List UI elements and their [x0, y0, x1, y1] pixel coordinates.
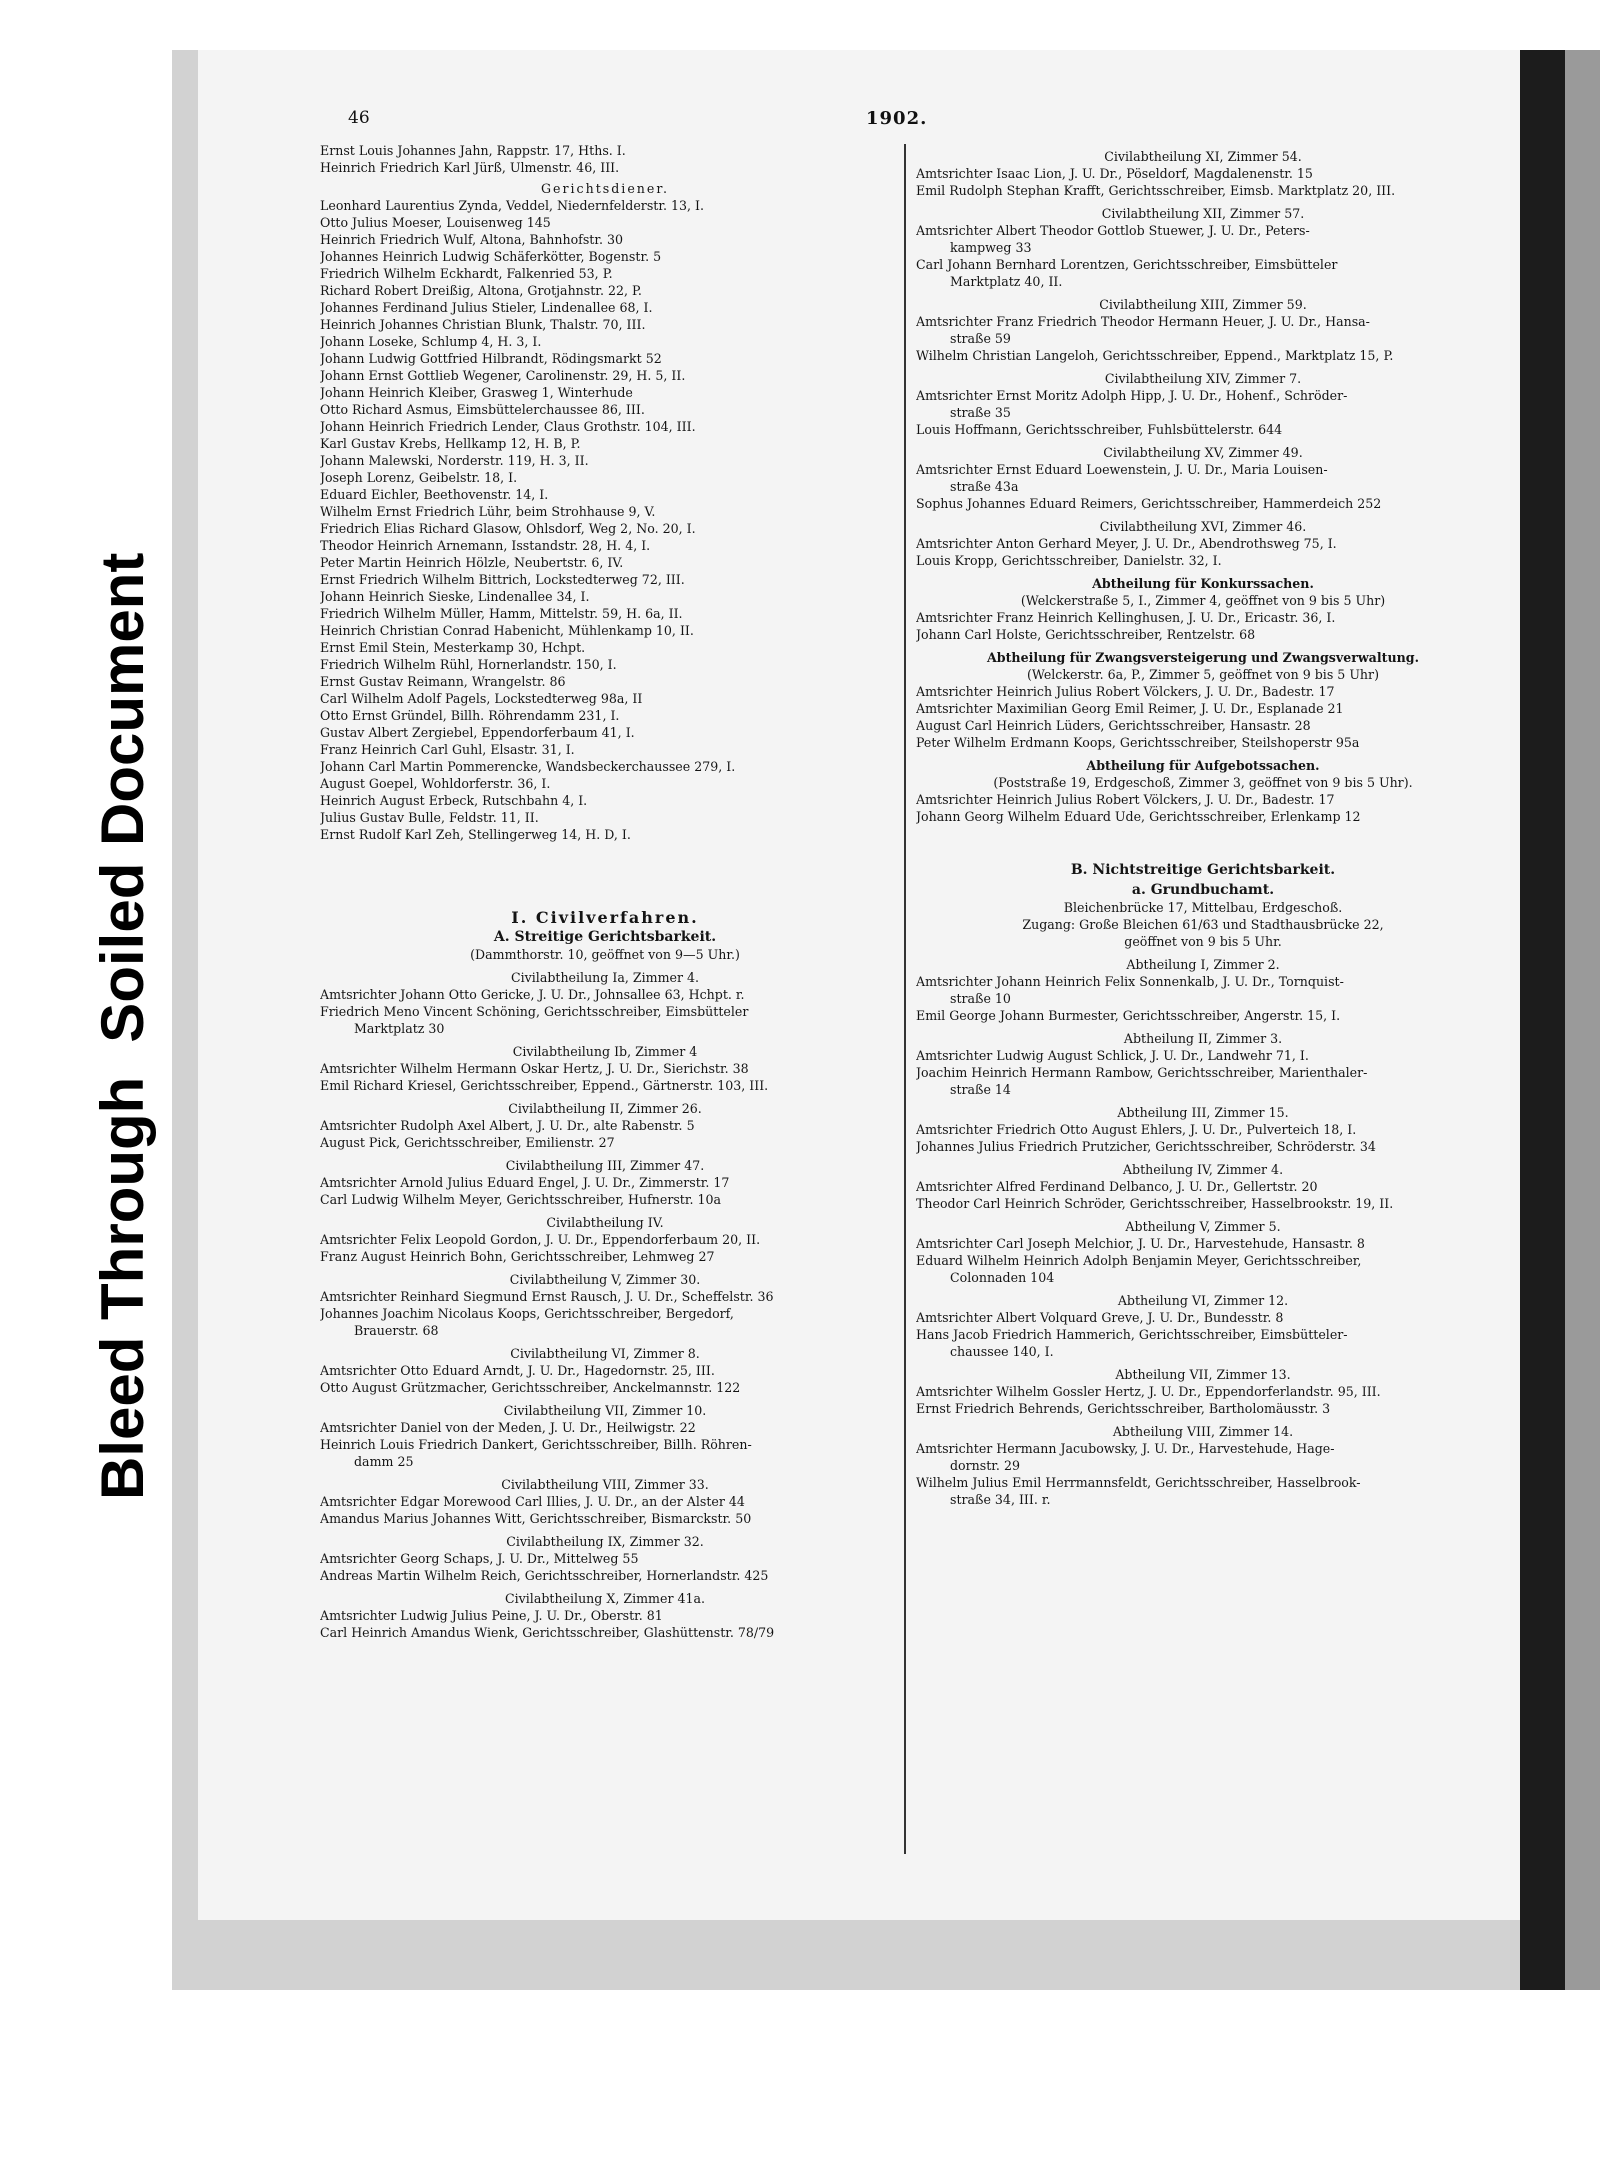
entry-line: Johann Heinrich Kleiber, Grasweg 1, Winterhude [320, 385, 633, 400]
entry-line: August Goepel, Wohldorferstr. 36, I. [320, 776, 551, 791]
access-note: geöffnet von 9 bis 5 Uhr. [1124, 934, 1282, 949]
next-page-edge [1565, 50, 1600, 1990]
division-heading: Civilabtheilung VII, Zimmer 10. [503, 1403, 707, 1418]
entry-line: Ernst Emil Stein, Mesterkamp 30, Hchpt. [320, 640, 586, 655]
entry-line: dornstr. 29 [950, 1458, 1020, 1473]
division-heading: Abtheilung I, Zimmer 2. [1126, 957, 1280, 972]
entry-line: Gustav Albert Zergiebel, Eppendorferbaum 41, I. [320, 725, 635, 740]
entry-line: Johann Carl Holste, Gerichtsschreiber, Rentzelstr. 68 [916, 627, 1256, 642]
entry-line: Otto August Grützmacher, Gerichtsschreiber, Anckelmannstr. 122 [320, 1380, 741, 1395]
subchapter-title: B. Nichtstreitige Gerichtsbarkeit. [1070, 862, 1336, 878]
entry-line: Ernst Rudolf Karl Zeh, Stellingerweg 14, H. D, I. [320, 827, 631, 842]
subchapter-title: A. Streitige Gerichtsbarkeit. [493, 929, 717, 945]
entry-line: Amtsrichter Maximilian Georg Emil Reimer, J. U. Dr., Esplanade 21 [916, 701, 1344, 716]
division-heading: Civilabtheilung II, Zimmer 26. [508, 1101, 702, 1116]
spacer [916, 825, 1490, 859]
entry-line: Ernst Gustav Reimann, Wrangelstr. 86 [320, 674, 566, 689]
division-heading: Civilabtheilung XII, Zimmer 57. [1101, 206, 1305, 221]
division-heading: Civilabtheilung III, Zimmer 47. [505, 1158, 705, 1173]
section-heading: Gerichtsdiener. [541, 181, 669, 196]
entry-line: Johann Heinrich Friedrich Lender, Claus Grothstr. 104, III. [320, 419, 696, 434]
entry-line: Peter Wilhelm Erdmann Koops, Gerichtsschreiber, Steilshoperstr 95a [916, 735, 1360, 750]
entry-line: Wilhelm Christian Langeloh, Gerichtsschreiber, Eppend., Marktplatz 15, P. [916, 348, 1394, 363]
entry-line: straße 43a [950, 479, 1019, 494]
entry-line: Friedrich Wilhelm Rühl, Hornerlandstr. 150, I. [320, 657, 617, 672]
entry-line: Peter Martin Heinrich Hölzle, Neubertstr. 6, IV. [320, 555, 624, 570]
entry-line: Karl Gustav Krebs, Hellkamp 12, H. B, P. [320, 436, 581, 451]
document-page [198, 50, 1520, 1920]
entry-line: Marktplatz 40, II. [950, 274, 1063, 289]
entry-line: Johannes Ferdinand Julius Stieler, Lindenallee 68, I. [320, 300, 653, 315]
office-title: a. Grundbuchamt. [1131, 882, 1275, 898]
entry-line: Johannes Joachim Nicolaus Koops, Gerichtsschreiber, Bergedorf, [320, 1306, 734, 1321]
entry-line: Johann Carl Martin Pommerencke, Wandsbeckerchaussee 279, I. [320, 759, 736, 774]
entry-line: Brauerstr. 68 [354, 1323, 439, 1338]
entry-line: Heinrich Johannes Christian Blunk, Thalstr. 70, III. [320, 317, 646, 332]
division-heading: Abtheilung II, Zimmer 3. [1123, 1031, 1283, 1046]
division-heading: Civilabtheilung XIV, Zimmer 7. [1104, 371, 1302, 386]
entry-line: straße 34, III. r. [950, 1492, 1051, 1507]
entry-line: Franz Heinrich Carl Guhl, Elsastr. 31, I. [320, 742, 575, 757]
entry-line: Amandus Marius Johannes Witt, Gerichtsschreiber, Bismarckstr. 50 [320, 1511, 752, 1526]
entry-line: Amtsrichter Heinrich Julius Robert Völckers, J. U. Dr., Badestr. 17 [916, 792, 1335, 807]
entry-line: Amtsrichter Rudolph Axel Albert, J. U. Dr., alte Rabenstr. 5 [320, 1118, 695, 1133]
entry-line: Heinrich August Erbeck, Rutschbahn 4, I. [320, 793, 588, 808]
entry-line: Friedrich Wilhelm Eckhardt, Falkenried 53, P. [320, 266, 613, 281]
entry-line: Louis Hoffmann, Gerichtsschreiber, Fuhlsbüttelerstr. 644 [916, 422, 1283, 437]
entry-line: Amtsrichter Wilhelm Hermann Oskar Hertz, J. U. Dr., Sierichstr. 38 [320, 1061, 749, 1076]
entry-line: damm 25 [354, 1454, 414, 1469]
entry-line: Otto Ernst Gründel, Billh. Röhrendamm 231, I. [320, 708, 620, 723]
entry-line: Johannes Julius Friedrich Prutzicher, Gerichtsschreiber, Schröderstr. 34 [916, 1139, 1376, 1154]
division-heading: Abtheilung VII, Zimmer 13. [1115, 1367, 1291, 1382]
entry-line: Wilhelm Ernst Friedrich Lühr, beim Strohhause 9, V. [320, 504, 656, 519]
entry-line: Amtsrichter Reinhard Siegmund Ernst Rausch, J. U. Dr., Scheffelstr. 36 [320, 1289, 774, 1304]
page-header [198, 108, 1520, 138]
entry-line: Theodor Heinrich Arnemann, Isstandstr. 28, H. 4, I. [320, 538, 651, 553]
entry-line: Ernst Louis Johannes Jahn, Rappstr. 17, Hths. I. [320, 143, 626, 158]
department-heading: Abtheilung für Aufgebotssachen. [1086, 758, 1320, 773]
entry-line: Richard Robert Dreißig, Altona, Grotjahnstr. 22, P. [320, 283, 642, 298]
entry-line: Amtsrichter Franz Friedrich Theodor Hermann Heuer, J. U. Dr., Hansa- [916, 314, 1370, 329]
entry-line: Emil Rudolph Stephan Krafft, Gerichtsschreiber, Eimsb. Marktplatz 20, III. [916, 183, 1396, 198]
entry-line: Andreas Martin Wilhelm Reich, Gerichtsschreiber, Hornerlandstr. 425 [320, 1568, 769, 1583]
column-divider [904, 144, 906, 1854]
entry-line: Amtsrichter Ernst Eduard Loewenstein, J. U. Dr., Maria Louisen- [916, 462, 1328, 477]
entry-line: Carl Ludwig Wilhelm Meyer, Gerichtsschreiber, Hufnerstr. 10a [320, 1192, 722, 1207]
entry-line: Amtsrichter Ludwig August Schlick, J. U. Dr., Landwehr 71, I. [916, 1048, 1309, 1063]
quality-stamp [88, 519, 157, 1500]
entry-line: Heinrich Friedrich Karl Jürß, Ulmenstr. 46, III. [320, 160, 620, 175]
entry-line: Amtsrichter Albert Volquard Greve, J. U. Dr., Bundesstr. 8 [916, 1310, 1284, 1325]
entry-line: Amtsrichter Otto Eduard Arndt, J. U. Dr., Hagedornstr. 25, III. [320, 1363, 715, 1378]
entry-line: Amtsrichter Georg Schaps, J. U. Dr., Mittelweg 55 [320, 1551, 639, 1566]
division-heading: Civilabtheilung XI, Zimmer 54. [1104, 149, 1302, 164]
left-column [320, 142, 890, 1641]
spacer [320, 843, 890, 905]
entry-line: Amtsrichter Wilhelm Gossler Hertz, J. U. Dr., Eppendorferlandstr. 95, III. [916, 1384, 1381, 1399]
department-heading: Abtheilung für Konkurssachen. [1092, 576, 1314, 591]
entry-line: Franz August Heinrich Bohn, Gerichtsschreiber, Lehmweg 27 [320, 1249, 715, 1264]
entry-line: Colonnaden 104 [950, 1270, 1055, 1285]
address-note: (Welckerstraße 5, I., Zimmer 4, geöffnet von 9 bis 5 Uhr) [1020, 593, 1386, 608]
entry-line: Ernst Friedrich Behrends, Gerichtsschreiber, Bartholomäusstr. 3 [916, 1401, 1331, 1416]
entry-line: Emil George Johann Burmester, Gerichtsschreiber, Angerstr. 15, I. [916, 1008, 1341, 1023]
entry-line: Amtsrichter Daniel von der Meden, J. U. Dr., Heilwigstr. 22 [320, 1420, 696, 1435]
entry-line: Amtsrichter Ernst Moritz Adolph Hipp, J. U. Dr., Hohenf., Schröder- [916, 388, 1348, 403]
division-heading: Civilabtheilung IX, Zimmer 32. [506, 1534, 704, 1549]
division-heading: Civilabtheilung V, Zimmer 30. [509, 1272, 701, 1287]
division-heading: Civilabtheilung XVI, Zimmer 46. [1099, 519, 1307, 534]
entry-line: Amtsrichter Felix Leopold Gordon, J. U. Dr., Eppendorferbaum 20, II. [320, 1232, 761, 1247]
entry-line: Eduard Wilhelm Heinrich Adolph Benjamin Meyer, Gerichtsschreiber, [916, 1253, 1362, 1268]
entry-line: Amtsrichter Arnold Julius Eduard Engel, J. U. Dr., Zimmerstr. 17 [320, 1175, 730, 1190]
division-heading: Abtheilung VI, Zimmer 12. [1117, 1293, 1289, 1308]
address-note: Bleichenbrücke 17, Mittelbau, Erdgeschoß. [1063, 900, 1343, 915]
division-heading: Civilabtheilung XIII, Zimmer 59. [1099, 297, 1307, 312]
entry-line: Joachim Heinrich Hermann Rambow, Gerichtsschreiber, Marienthaler- [916, 1065, 1368, 1080]
entry-line: Hans Jacob Friedrich Hammerich, Gerichtsschreiber, Eimsbütteler- [916, 1327, 1348, 1342]
entry-line: Amtsrichter Anton Gerhard Meyer, J. U. Dr., Abendrothsweg 75, I. [916, 536, 1337, 551]
division-heading: Civilabtheilung VI, Zimmer 8. [510, 1346, 700, 1361]
binding-edge [1520, 50, 1565, 1990]
entry-line: Marktplatz 30 [354, 1021, 445, 1036]
entry-line: Amtsrichter Heinrich Julius Robert Völckers, J. U. Dr., Badestr. 17 [916, 684, 1335, 699]
entry-line: Johann Georg Wilhelm Eduard Ude, Gerichtsschreiber, Erlenkamp 12 [916, 809, 1361, 824]
division-heading: Abtheilung III, Zimmer 15. [1117, 1105, 1289, 1120]
entry-line: Otto Julius Moeser, Louisenweg 145 [320, 215, 551, 230]
entry-line: Amtsrichter Carl Joseph Melchior, J. U. Dr., Harvestehude, Hansastr. 8 [916, 1236, 1365, 1251]
entry-line: Johann Loseke, Schlump 4, H. 3, I. [320, 334, 542, 349]
entry-line: Carl Wilhelm Adolf Pagels, Lockstedterweg 98a, II [320, 691, 643, 706]
division-heading: Civilabtheilung XV, Zimmer 49. [1103, 445, 1303, 460]
address-note: (Poststraße 19, Erdgeschoß, Zimmer 3, geöffnet von 9 bis 5 Uhr). [993, 775, 1413, 790]
entry-line: kampweg 33 [950, 240, 1032, 255]
entry-line: Otto Richard Asmus, Eimsbüttelerchaussee 86, III. [320, 402, 645, 417]
entry-line: Carl Johann Bernhard Lorentzen, Gerichtsschreiber, Eimsbütteler [916, 257, 1338, 272]
entry-line: August Pick, Gerichtsschreiber, Emilienstr. 27 [320, 1135, 615, 1150]
entry-line: Amtsrichter Edgar Morewood Carl Illies, J. U. Dr., an der Alster 44 [320, 1494, 745, 1509]
entry-line: Johann Ernst Gottlieb Wegener, Carolinenstr. 29, H. 5, II. [320, 368, 686, 383]
entry-line: Amtsrichter Alfred Ferdinand Delbanco, J. U. Dr., Gellertstr. 20 [916, 1179, 1318, 1194]
entry-line: Friedrich Wilhelm Müller, Hamm, Mittelstr. 59, H. 6a, II. [320, 606, 683, 621]
entry-line: straße 10 [950, 991, 1011, 1006]
entry-line: Wilhelm Julius Emil Herrmannsfeldt, Gerichtsschreiber, Hasselbrook- [916, 1475, 1361, 1490]
address-note: (Welckerstr. 6a, P., Zimmer 5, geöffnet von 9 bis 5 Uhr) [1027, 667, 1379, 682]
entry-line: Amtsrichter Johann Otto Gericke, J. U. Dr., Johnsallee 63, Hchpt. r. [320, 987, 745, 1002]
entry-line: Heinrich Christian Conrad Habenicht, Mühlenkamp 10, II. [320, 623, 694, 638]
address-note: (Dammthorstr. 10, geöffnet von 9—5 Uhr.) [470, 947, 740, 962]
entry-line: Johann Malewski, Norderstr. 119, H. 3, II. [320, 453, 589, 468]
entry-line: Louis Kropp, Gerichtsschreiber, Danielstr. 32, I. [916, 553, 1222, 568]
entry-line: straße 59 [950, 331, 1011, 346]
division-heading: Civilabtheilung Ia, Zimmer 4. [510, 970, 699, 985]
entry-line: Sophus Johannes Eduard Reimers, Gerichtsschreiber, Hammerdeich 252 [916, 496, 1382, 511]
entry-line: Theodor Carl Heinrich Schröder, Gerichtsschreiber, Hasselbrookstr. 19, II. [916, 1196, 1394, 1211]
entry-line: Heinrich Louis Friedrich Dankert, Gerichtsschreiber, Billh. Röhren- [320, 1437, 752, 1452]
entry-line: Johann Heinrich Sieske, Lindenallee 34, I. [320, 589, 590, 604]
division-heading: Abtheilung VIII, Zimmer 14. [1112, 1424, 1294, 1439]
entry-line: Johannes Heinrich Ludwig Schäferkötter, Bogenstr. 5 [320, 249, 662, 264]
entry-line: Heinrich Friedrich Wulf, Altona, Bahnhofstr. 30 [320, 232, 624, 247]
entry-line: Amtsrichter Franz Heinrich Kellinghusen, J. U. Dr., Ericastr. 36, I. [916, 610, 1336, 625]
right-column [916, 142, 1490, 1508]
entry-line: Johann Ludwig Gottfried Hilbrandt, Rödingsmarkt 52 [320, 351, 662, 366]
entry-line: Amtsrichter Ludwig Julius Peine, J. U. Dr., Oberstr. 81 [320, 1608, 663, 1623]
entry-line: Emil Richard Kriesel, Gerichtsschreiber, Eppend., Gärtnerstr. 103, III. [320, 1078, 769, 1093]
entry-line: Amtsrichter Hermann Jacubowsky, J. U. Dr., Harvestehude, Hage- [916, 1441, 1335, 1456]
entry-line: August Carl Heinrich Lüders, Gerichtsschreiber, Hansastr. 28 [916, 718, 1311, 733]
entry-line: Amtsrichter Albert Theodor Gottlob Stuewer, J. U. Dr., Peters- [916, 223, 1310, 238]
entry-line: Leonhard Laurentius Zynda, Veddel, Niedernfelderstr. 13, I. [320, 198, 704, 213]
division-heading: Civilabtheilung X, Zimmer 41a. [504, 1591, 706, 1606]
entry-line: chaussee 140, I. [950, 1344, 1054, 1359]
division-heading: Civilabtheilung Ib, Zimmer 4 [512, 1044, 698, 1059]
department-heading: Abtheilung für Zwangsversteigerung und Zwangsverwaltung. [987, 650, 1419, 665]
entry-line: Julius Gustav Bulle, Feldstr. 11, II. [320, 810, 539, 825]
division-heading: Abtheilung V, Zimmer 5. [1125, 1219, 1281, 1234]
entry-line: Friedrich Meno Vincent Schöning, Gerichtsschreiber, Eimsbütteler [320, 1004, 749, 1019]
entry-line: Amtsrichter Isaac Lion, J. U. Dr., Pöseldorf, Magdalenenstr. 15 [916, 166, 1313, 181]
entry-line: Ernst Friedrich Wilhelm Bittrich, Lockstedterweg 72, III. [320, 572, 685, 587]
entry-line: straße 14 [950, 1082, 1011, 1097]
stamp-bleed-through: Bleed Through [89, 1076, 156, 1500]
chapter-title: I. Civilverfahren. [511, 908, 699, 927]
page-year: 1902. [866, 108, 928, 129]
entry-line: Carl Heinrich Amandus Wienk, Gerichtsschreiber, Glashüttenstr. 78/79 [320, 1625, 775, 1640]
access-note: Zugang: Große Bleichen 61/63 und Stadthausbrücke 22, [1022, 917, 1384, 932]
stamp-soiled-document: Soiled Document [89, 552, 156, 1043]
division-heading: Civilabtheilung IV. [546, 1215, 664, 1230]
page-number: 46 [348, 108, 370, 128]
entry-line: Amtsrichter Friedrich Otto August Ehlers, J. U. Dr., Pulverteich 18, I. [916, 1122, 1357, 1137]
entry-line: straße 35 [950, 405, 1011, 420]
division-heading: Abtheilung IV, Zimmer 4. [1122, 1162, 1284, 1177]
entry-line: Friedrich Elias Richard Glasow, Ohlsdorf, Weg 2, No. 20, I. [320, 521, 696, 536]
entry-line: Amtsrichter Johann Heinrich Felix Sonnenkalb, J. U. Dr., Tornquist- [916, 974, 1344, 989]
entry-line: Joseph Lorenz, Geibelstr. 18, I. [320, 470, 518, 485]
division-heading: Civilabtheilung VIII, Zimmer 33. [501, 1477, 709, 1492]
entry-line: Eduard Eichler, Beethovenstr. 14, I. [320, 487, 549, 502]
